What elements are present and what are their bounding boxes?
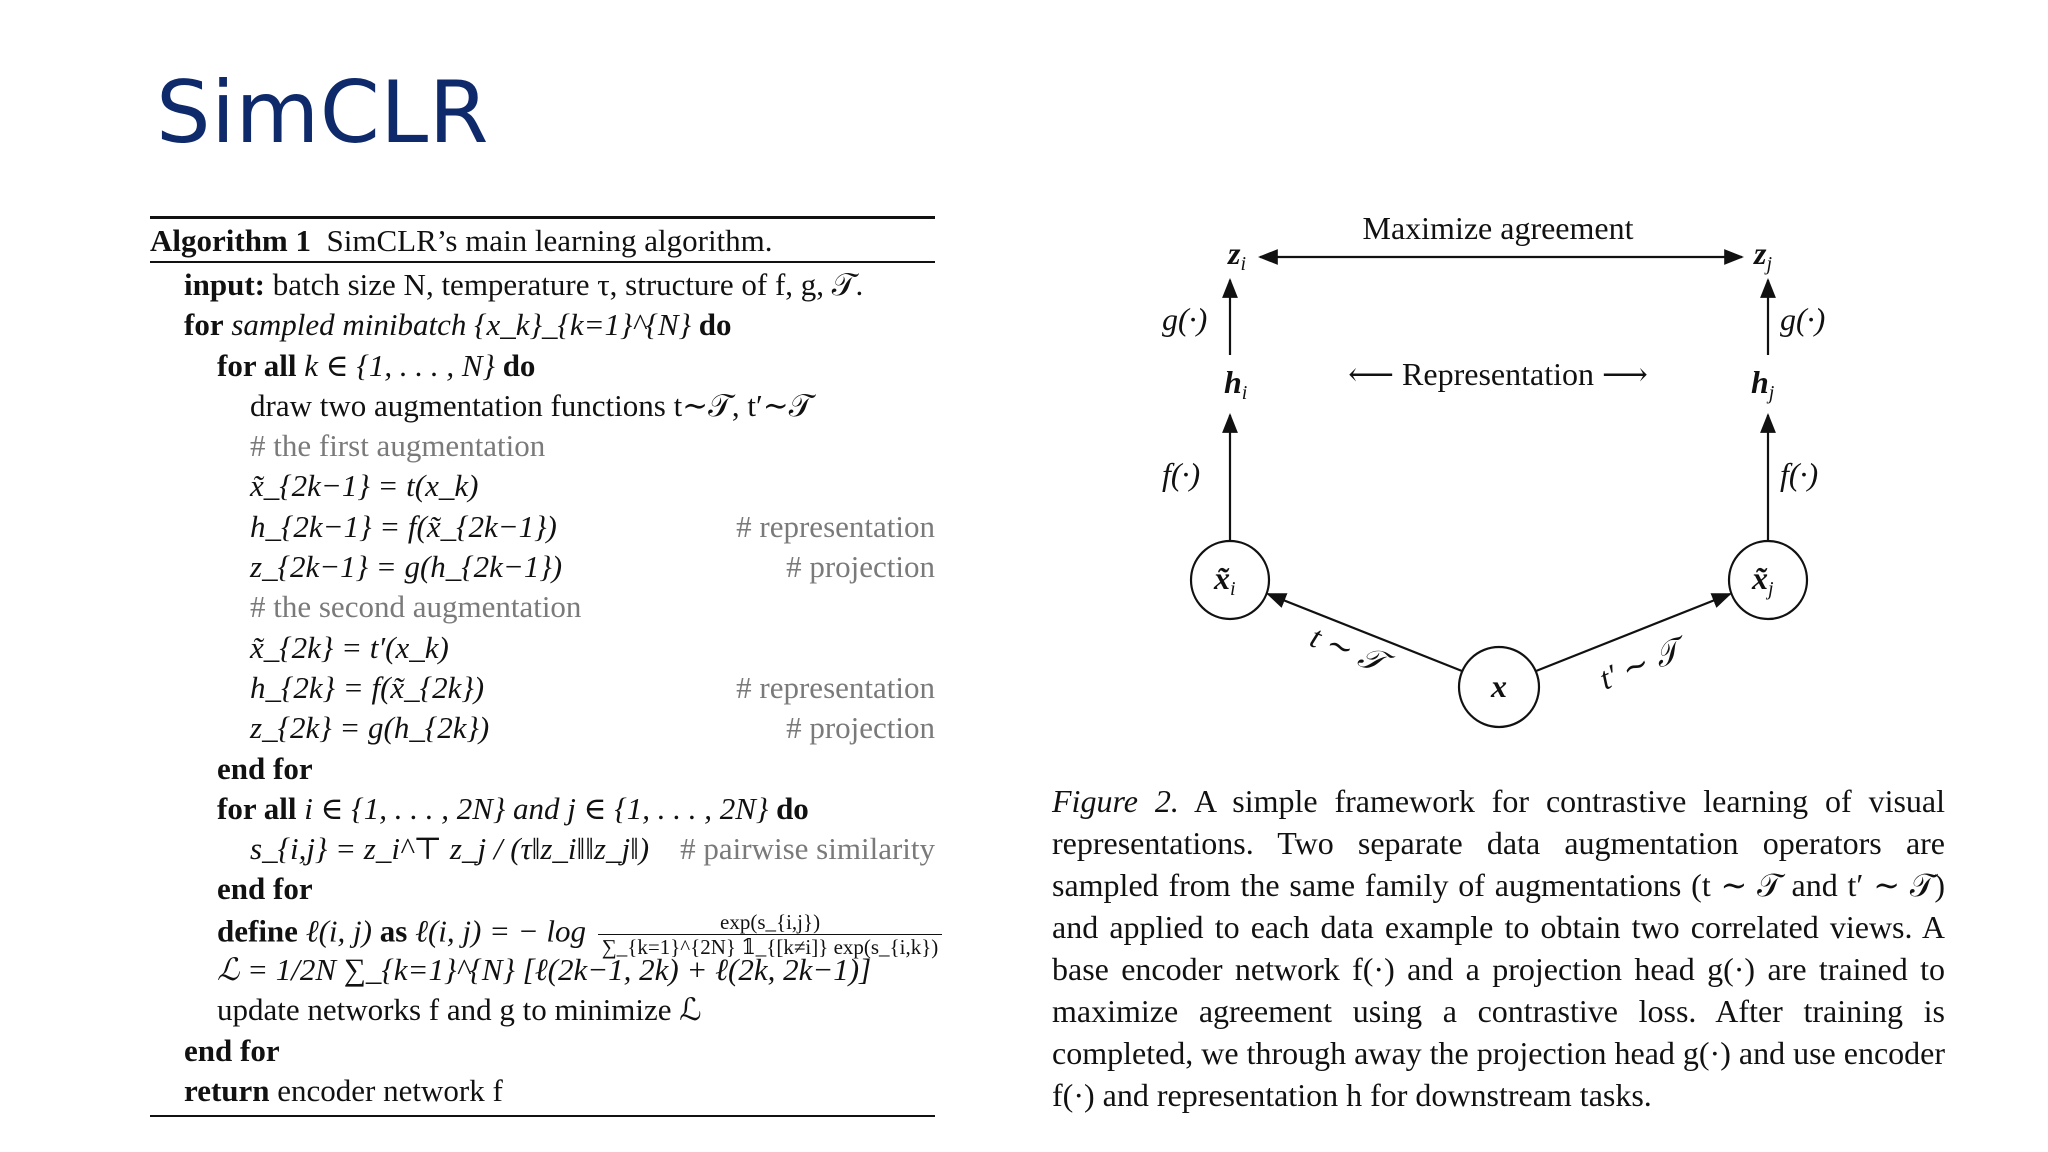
algo-eq-x2: x̃_{2k} = t′(x_k)	[250, 629, 449, 665]
node-xi: x̃i	[1214, 560, 1236, 600]
algorithm-bottom-rule	[150, 1115, 935, 1117]
algo-eq-x1: x̃_{2k−1} = t(x_k)	[250, 468, 479, 504]
comment-projection: # projection	[786, 710, 935, 746]
algo-line-update: update networks f and g to minimize ℒ	[217, 992, 702, 1028]
label-f-left: f(·)	[1162, 456, 1201, 492]
slide-title: SimCLR	[156, 63, 489, 163]
label-f-right: f(·)	[1780, 456, 1819, 492]
algo-eq-h1: h_{2k−1} = f(x̃_{2k−1}) # representation	[150, 507, 935, 547]
label-aug-right: t′ ∼ 𝒯	[1594, 631, 1685, 697]
algo-eq-loss: ℒ = 1/2N ∑_{k=1}^{N} [ℓ(2k−1, 2k) + ℓ(2k, 2k−1)]	[217, 952, 872, 988]
node-x: x	[1491, 668, 1507, 704]
algo-eq-similarity: s_{i,j} = z_i^⊤ z_j / (τ‖z_i‖‖z_j‖) # pairwise similarity	[150, 829, 935, 869]
algo-line-inner-loop: for all k ∈ {1, . . . , N} do	[217, 347, 536, 383]
algorithm-box	[150, 216, 939, 1117]
node-hi: hi	[1224, 364, 1248, 404]
algorithm-body	[150, 263, 939, 1115]
algo-end-for-outer: end for	[184, 1032, 280, 1068]
algo-comment-first: # the first augmentation	[250, 428, 546, 464]
algo-eq-z1: z_{2k−1} = g(h_{2k−1}) # projection	[150, 547, 935, 587]
node-xj: x̃j	[1752, 560, 1774, 600]
simclr-diagram	[1140, 195, 1860, 740]
algorithm-title: SimCLR’s main learning algorithm.	[326, 223, 773, 258]
algo-line-outer-loop: for sampled minibatch {x_k}_{k=1}^{N} do	[184, 307, 732, 343]
comment-representation: # representation	[736, 508, 935, 544]
label-g-left: g(·)	[1162, 301, 1208, 337]
algo-line-draw: draw two augmentation functions t∼𝒯, t′∼𝒯	[250, 387, 813, 423]
node-zi: zi	[1228, 235, 1247, 275]
comment-pairwise: # pairwise similarity	[680, 831, 935, 867]
algorithm-caption	[150, 219, 935, 261]
figure-caption	[1052, 780, 1945, 1116]
algo-comment-second: # the second augmentation	[250, 589, 582, 625]
label-aug-left: t ∼ 𝒯	[1305, 618, 1390, 681]
algo-line-pair-loop: for all i ∈ {1, . . . , 2N} and j ∈ {1, . . . , 2N} do	[217, 790, 809, 826]
comment-projection: # projection	[786, 549, 935, 585]
comment-representation: # representation	[736, 669, 935, 705]
figure-label: Figure 2.	[1052, 783, 1179, 819]
algo-line-define: define ℓ(i, j) as ℓ(i, j) = − log $\frac{\exp(s\_\{i,j\})}{\sum\_\{k=1\}\^{}\{2N\} 𝟙\_\{[k\ne i]\} \exp(s\_\{i,k\})}$	[150, 910, 935, 950]
algorithm-number: Algorithm 1	[150, 223, 312, 258]
algo-end-for-pair: end for	[217, 871, 313, 907]
figure-caption-text: A simple framework for contrastive learning of visual representations. Two separate data augmentation operators are sampled from the same family of augmentations (t ∼ 𝒯 and t′ ∼ 𝒯) and applied to each data example to obtain two correlated views. A base encoder network f(·) and a projection head g(·) are trained to maximize agreement using a contrastive loss. After training is completed, we through away the projection head g(·) and use encoder f(·) and representation h for downstream tasks.	[1052, 783, 1946, 1113]
loss-fraction: $\frac{\exp(s\_\{i,j\})}{\sum\_\{k=1\}\^{}\{2N\} 𝟙\_\{[k\ne i]\} \exp(s\_\{i,k\})}$	[598, 910, 943, 959]
label-g-right: g(·)	[1780, 301, 1826, 337]
algo-line-return: return encoder network f	[184, 1072, 503, 1108]
node-zj: zj	[1754, 235, 1773, 275]
label-representation: ⟵ Representation ⟶	[1348, 356, 1648, 392]
algo-eq-h2: h_{2k} = f(x̃_{2k}) # representation	[150, 668, 935, 708]
node-hj: hj	[1751, 364, 1775, 404]
algo-eq-z2: z_{2k} = g(h_{2k}) # projection	[150, 708, 935, 748]
algo-end-for-inner: end for	[217, 750, 313, 786]
label-maximize-agreement: Maximize agreement	[1362, 210, 1634, 246]
algo-line-input: input: batch size N, temperature τ, structure of f, g, 𝒯.	[184, 267, 864, 302]
